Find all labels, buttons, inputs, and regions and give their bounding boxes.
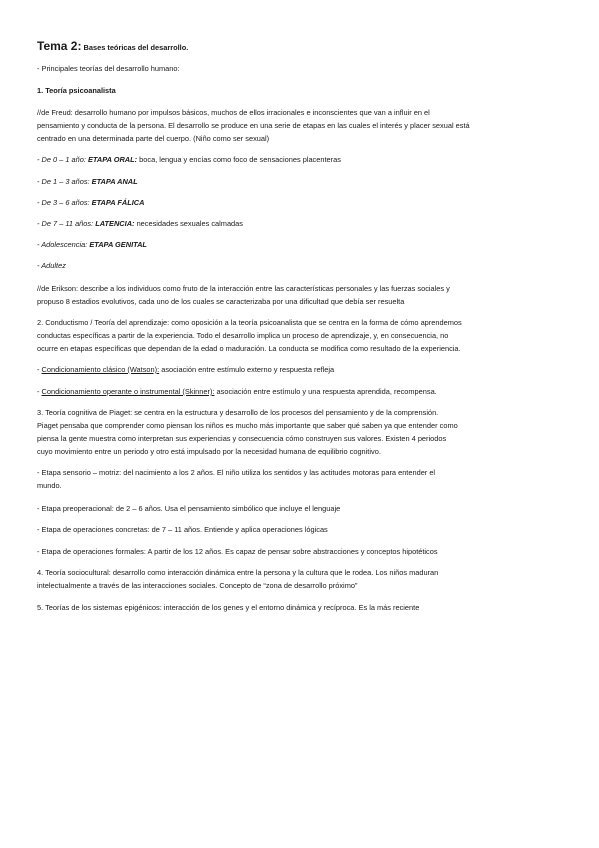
stage-anal-name: ETAPA ANAL — [91, 177, 138, 186]
stage-falica-name: ETAPA FÁLICA — [91, 198, 145, 207]
stage-genital — [37, 238, 565, 251]
stage-latencia-desc: necesidades sexuales calmadas — [136, 219, 243, 228]
section-4-line-2: intelectualmente a través de las interacciones sociales. Concepto de “zona de desarrollo próximo” — [37, 581, 358, 590]
cond-operante-prefix: - — [37, 387, 42, 396]
cond-clasico-desc: asociación entre estímulo externo y respuesta refleja — [161, 365, 335, 374]
stage-latencia-name: LATENCIA: — [95, 219, 135, 228]
stage-latencia-age: - De 7 – 11 años: — [37, 219, 94, 228]
section-2-line-1: 2. Conductismo / Teoría del aprendizaje: como oposición a la teoría psicoanalista que se centra en la forma de cómo aprendemos — [37, 318, 462, 327]
cond-operante-desc: asociación entre estímulo y una respuesta aprendida, recompensa. — [216, 387, 437, 396]
stage-latencia — [37, 217, 565, 230]
etapa-preoperacional: - Etapa preoperacional: de 2 – 6 años. Usa el pensamiento simbólico que incluye el lenguaje — [37, 504, 341, 513]
freud-paragraph — [37, 106, 565, 145]
cond-operante — [37, 385, 565, 398]
etapa-sensoriomotriz-line-1: - Etapa sensorio – motriz: del nacimiento a los 2 años. El niño utiliza los sentidos y las actitudes motoras para entender el — [37, 468, 436, 477]
freud-line-1: //de Freud: desarrollo humano por impulsos básicos, muchos de ellos irracionales e inconscientes que van a influir en el — [37, 108, 430, 117]
stage-anal — [37, 175, 565, 188]
stage-oral-name: ETAPA ORAL: — [87, 155, 138, 164]
etapa-operaciones-formales: - Etapa de operaciones formales: A partir de los 12 años. Es capaz de pensar sobre abstracciones y conceptos hipotéticos — [37, 547, 438, 556]
section-2-paragraph — [37, 316, 565, 355]
etapa-operaciones-concretas: - Etapa de operaciones concretas: de 7 – 11 años. Entiende y aplica operaciones lógicas — [37, 525, 328, 534]
erikson-paragraph — [37, 282, 565, 308]
stage-falica — [37, 196, 565, 209]
stage-oral-age: - De 0 – 1 año: — [37, 155, 86, 164]
stage-oral — [37, 153, 565, 166]
freud-line-3: centrado en una determinada parte del cuerpo. (Niño como ser sexual) — [37, 134, 270, 143]
section-2-line-2: conductas específicas a partir de la experiencia. Todo el desarrollo implica un proceso de aprendizaje, y, en consecuencia, no — [37, 331, 449, 340]
erikson-line-2: propuso 8 estadios evolutivos, cada uno de los cuales se caracterizaba por una dificultad que debía ser resuelta — [37, 297, 405, 306]
stage-genital-age: - Adolescencia: — [37, 240, 88, 249]
cond-clasico-prefix: - — [37, 365, 42, 374]
stage-adultez: - Adultez — [37, 261, 66, 270]
section-3-line-1: 3. Teoría cognitiva de Piaget: se centra en la estructura y desarrollo de los procesos del pensamiento y de la comprensión. — [37, 408, 439, 417]
stage-anal-age: - De 1 – 3 años: — [37, 177, 90, 186]
page-title — [37, 38, 565, 56]
section-3-line-2: Piaget pensaba que comprender como piensan los niños es mucho más importante que saber qué saben ya que entender como — [37, 421, 458, 430]
intro-line: - Principales teorías del desarrollo humano: — [37, 64, 180, 73]
title-text: Bases teóricas del desarrollo. — [83, 43, 189, 52]
section-1-heading: 1. Teoría psicoanalista — [37, 86, 116, 95]
cond-clasico — [37, 363, 565, 376]
erikson-line-1: //de Erikson: describe a los individuos como fruto de la interacción entre las características personales y las fuerzas sociales y — [37, 284, 450, 293]
section-4-paragraph — [37, 566, 565, 592]
cond-clasico-label: Condicionamiento clásico (Watson): — [41, 365, 160, 374]
etapa-sensoriomotriz-line-2: mundo. — [37, 481, 62, 490]
etapa-sensoriomotriz — [37, 466, 565, 492]
section-3-line-3: piensa la gente muestra como interpretan sus experiencias y consecuencia cómo construyen sus valores. Existen 4 periodos — [37, 434, 447, 443]
stage-falica-age: - De 3 – 6 años: — [37, 198, 90, 207]
section-4-line-1: 4. Teoría sociocultural: desarrollo como interacción dinámica entre la persona y la cultura que le rodea. Los niños maduran — [37, 568, 439, 577]
stage-genital-name: ETAPA GENITAL — [89, 240, 147, 249]
freud-line-2: pensamiento y conducta de la persona. El desarrollo se produce en una serie de etapas en las cuales el interés y placer sexual está — [37, 121, 470, 130]
section-5-line: 5. Teorías de los sistemas epigénicos: interacción de los genes y el entorno dinámica y recíproca. Es la más reciente — [37, 603, 420, 612]
cond-operante-label: Condicionamiento operante o instrumental (Skinner): — [41, 387, 215, 396]
section-2-line-3: ocurre en etapas específicas que dependan de la edad o maduración. La conducta se modifica como resultado de la experiencia. — [37, 344, 461, 353]
section-3-paragraph — [37, 406, 565, 458]
title-number: Tema 2: — [37, 39, 82, 53]
stage-oral-desc: boca, lengua y encías como foco de sensaciones placenteras — [139, 155, 341, 164]
section-3-line-4: cuyo movimiento entre un periodo y otro está impulsado por la necesidad humana de equilibrio cognitivo. — [37, 447, 381, 456]
